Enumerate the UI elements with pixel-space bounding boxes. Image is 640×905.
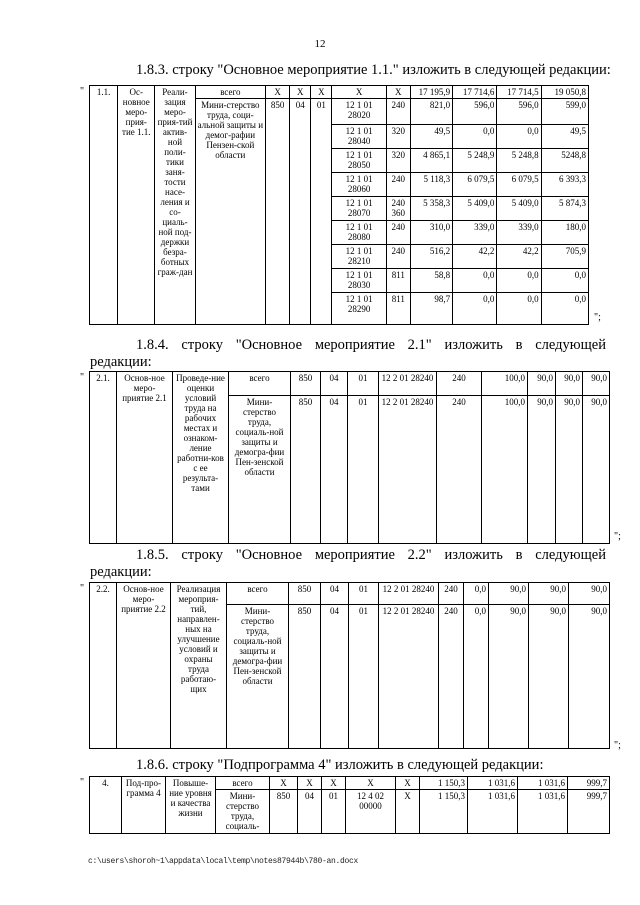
csr-code: 12 1 01 28080 — [332, 221, 386, 245]
code-cell: Х — [290, 86, 311, 99]
quote-close: "; — [614, 740, 621, 751]
value-cell: 4 865,1 — [410, 149, 452, 173]
event-name: Основ-ное меро-приятие 2.1 — [117, 372, 173, 544]
value-cell: 90,0 — [556, 372, 583, 396]
table-event-1-1 — [89, 85, 589, 325]
value-cell: 90,0 — [583, 396, 610, 544]
value-cell: 42,2 — [453, 245, 497, 269]
value-cell: 6 079,5 — [497, 173, 541, 197]
value-cell: 17 714,6 — [453, 86, 497, 99]
value-cell: 5 248,8 — [497, 149, 541, 173]
value-cell: 999,7 — [568, 777, 610, 790]
value-cell: 0,0 — [453, 269, 497, 293]
value-cell: 0,0 — [497, 293, 541, 325]
csr-code: 12 1 01 28070 — [332, 197, 386, 221]
value-cell: 5248,8 — [541, 149, 588, 173]
code-cell: Х — [346, 777, 396, 790]
value-cell: 90,0 — [583, 372, 610, 396]
vr-code: 240 — [386, 173, 410, 197]
value-cell: 821,0 — [410, 99, 452, 125]
value-cell: 705,9 — [541, 245, 588, 269]
executor: Мини-стерство труда, социаль-ной защиты и демогра-фии Пен-зенской области — [227, 605, 289, 749]
section-code: 04 — [321, 605, 349, 749]
subsection-code: 01 — [348, 396, 379, 544]
section-code: 04 — [321, 396, 348, 544]
vr-code: 240 — [386, 245, 410, 269]
value-cell: 1 031,6 — [518, 790, 568, 834]
value-cell: 596,0 — [497, 99, 541, 125]
value-cell: 5 358,3 — [410, 197, 452, 221]
value-cell: 90,0 — [528, 372, 556, 396]
value-cell: 49,5 — [541, 125, 588, 149]
value-cell: 58,8 — [410, 269, 452, 293]
value-cell: 17 195,9 — [410, 86, 452, 99]
table-event-2-2 — [89, 582, 610, 749]
table-event-2-1 — [89, 371, 610, 544]
csr-code: 12 1 01 28210 — [332, 245, 386, 269]
grbs-code: 850 — [289, 605, 321, 749]
value-cell: 596,0 — [453, 99, 497, 125]
grbs-code: 850 — [291, 372, 321, 396]
value-cell: 90,0 — [529, 605, 569, 749]
subsection-code: 01 — [311, 99, 332, 325]
quote-close: "; — [594, 312, 601, 323]
heading-1-8-4: 1.8.4. строку "Основное мероприятие 2.1" изложить в следующей — [136, 337, 606, 353]
quote-open: " — [80, 583, 85, 594]
section-code: 04 — [321, 372, 348, 396]
value-cell: 0,0 — [453, 293, 497, 325]
code-cell: Х — [396, 777, 420, 790]
value-cell: 90,0 — [529, 583, 569, 605]
csr-code: 12 1 01 28050 — [332, 149, 386, 173]
grbs-code: 850 — [266, 99, 290, 325]
vr-code: 320 — [386, 125, 410, 149]
row-number: 2.1. — [90, 372, 117, 544]
vr-code: 811 — [386, 293, 410, 325]
row-number: 1.1. — [90, 86, 118, 325]
csr-code: 12 1 01 28040 — [332, 125, 386, 149]
value-cell: 90,0 — [556, 396, 583, 544]
total-label: всего — [229, 372, 291, 396]
quote-open: " — [80, 372, 85, 383]
event-description: Реализация мероприя-тий, направлен-ных на улучшение условий и охраны труда работаю-щих — [171, 583, 227, 749]
code-cell: Х — [332, 86, 386, 99]
event-name: Ос-новное меро-прия-тие 1.1. — [118, 86, 155, 325]
vr-code: Х — [396, 790, 420, 834]
vr-code: 240 — [386, 99, 410, 125]
value-cell: 100,0 — [482, 372, 528, 396]
csr-code: 12 2 01 28240 — [379, 396, 437, 544]
subprogram-description: Повыше-ние уровня и качества жизни — [166, 777, 216, 834]
vr-code: 240 — [439, 583, 464, 605]
code-cell: Х — [266, 86, 290, 99]
section-code: 04 — [321, 583, 349, 605]
value-cell: 0,0 — [453, 125, 497, 149]
value-cell: 49,5 — [410, 125, 452, 149]
grbs-code: 850 — [291, 396, 321, 544]
subsection-code: 01 — [349, 583, 379, 605]
quote-close: "; — [614, 531, 621, 542]
row-number: 4. — [90, 777, 122, 834]
value-cell: 1 150,3 — [420, 790, 468, 834]
value-cell: 98,7 — [410, 293, 452, 325]
subprogram-name: Под-про-грамма 4 — [122, 777, 166, 834]
value-cell: 5 409,0 — [497, 197, 541, 221]
executor: Мини-стерство труда, социаль-ной защиты и демогра-фии Пен-зенской области — [229, 396, 291, 544]
value-cell: 999,7 — [568, 790, 610, 834]
section-code: 04 — [298, 790, 322, 834]
section-code: 04 — [290, 99, 311, 325]
csr-code: 12 2 01 28240 — [379, 605, 439, 749]
quote-open: " — [80, 777, 85, 788]
vr-code: 240 — [437, 396, 482, 544]
value-cell: 90,0 — [528, 396, 556, 544]
heading-1-8-4-cont: редакции: — [90, 354, 152, 370]
vr-code: 320 — [386, 149, 410, 173]
executor: Мини-стерство труда, соци-альной защиты и демог-рафии Пензен-ской области — [195, 99, 265, 325]
value-cell: 90,0 — [569, 605, 610, 749]
heading-1-8-3: 1.8.3. строку "Основное мероприятие 1.1." изложить в следующей редакции: — [136, 62, 611, 78]
value-cell: 42,2 — [497, 245, 541, 269]
vr-code: 240 360 — [386, 197, 410, 221]
value-cell: 1 031,6 — [468, 790, 518, 834]
csr-code: 12 1 01 28020 — [332, 99, 386, 125]
value-cell: 0,0 — [497, 269, 541, 293]
total-label: всего — [216, 777, 270, 790]
subsection-code: 01 — [348, 372, 379, 396]
vr-code: 240 — [386, 221, 410, 245]
table-subprogram-4 — [89, 776, 610, 834]
vr-code: 240 — [439, 605, 464, 749]
csr-code: 12 2 01 28240 — [379, 583, 439, 605]
code-cell: Х — [322, 777, 346, 790]
value-cell: 5 248,9 — [453, 149, 497, 173]
value-cell: 599,0 — [541, 99, 588, 125]
subsection-code: 01 — [322, 790, 346, 834]
value-cell: 0,0 — [541, 293, 588, 325]
subsection-code: 01 — [349, 605, 379, 749]
value-cell: 5 118,3 — [410, 173, 452, 197]
grbs-code: 850 — [289, 583, 321, 605]
heading-1-8-6: 1.8.6. строку "Подпрограмма 4" изложить в следующей редакции: — [136, 757, 544, 773]
event-description: Реали-зация меро-прия-тий актив-ной поли-тики заня-тости насе-ления и со-циаль-ной под-держки безра-ботных граж-дан — [155, 86, 195, 325]
heading-1-8-5: 1.8.5. строку "Основное мероприятие 2.2" изложить в следующей — [136, 547, 606, 563]
quote-open: " — [80, 86, 85, 97]
value-cell: 1 150,3 — [420, 777, 468, 790]
value-cell: 310,0 — [410, 221, 452, 245]
event-name: Основ-ное меро-приятие 2.2 — [117, 583, 171, 749]
code-cell: Х — [270, 777, 298, 790]
value-cell: 100,0 — [482, 396, 528, 544]
total-label: всего — [195, 86, 265, 99]
row-number: 2.2. — [90, 583, 117, 749]
value-cell: 0,0 — [464, 583, 489, 605]
heading-1-8-5-cont: редакции: — [90, 564, 152, 580]
grbs-code: 850 — [270, 790, 298, 834]
value-cell: 1 031,6 — [468, 777, 518, 790]
value-cell: 6 079,5 — [453, 173, 497, 197]
code-cell: Х — [298, 777, 322, 790]
csr-code: 12 1 01 28030 — [332, 269, 386, 293]
value-cell: 17 714,5 — [497, 86, 541, 99]
value-cell: 0,0 — [464, 605, 489, 749]
value-cell: 5 874,3 — [541, 197, 588, 221]
executor: Мини-стерство труда, социаль- — [216, 790, 270, 834]
value-cell: 1 031,6 — [518, 777, 568, 790]
value-cell: 90,0 — [489, 605, 529, 749]
total-label: всего — [227, 583, 289, 605]
value-cell: 339,0 — [453, 221, 497, 245]
value-cell: 516,2 — [410, 245, 452, 269]
value-cell: 0,0 — [541, 269, 588, 293]
event-description: Проведе-ние оценки условий труда на рабочих местах и ознаком-ление работни-ков с ее результа-тами — [173, 372, 229, 544]
page-number: 12 — [314, 38, 326, 50]
value-cell: 90,0 — [489, 583, 529, 605]
value-cell: 5 409,0 — [453, 197, 497, 221]
value-cell: 0,0 — [497, 125, 541, 149]
code-cell: Х — [386, 86, 410, 99]
vr-code: 240 — [437, 372, 482, 396]
vr-code: 811 — [386, 269, 410, 293]
value-cell: 6 393,3 — [541, 173, 588, 197]
code-cell: Х — [311, 86, 332, 99]
value-cell: 90,0 — [569, 583, 610, 605]
value-cell: 180,0 — [541, 221, 588, 245]
value-cell: 339,0 — [497, 221, 541, 245]
value-cell: 19 050,8 — [541, 86, 588, 99]
file-path-footer: c:\users\shoroh~1\appdata\local\temp\notes87944b\780-an.docx — [88, 857, 359, 866]
csr-code: 12 4 02 00000 — [346, 790, 396, 834]
csr-code: 12 2 01 28240 — [379, 372, 437, 396]
csr-code: 12 1 01 28290 — [332, 293, 386, 325]
csr-code: 12 1 01 28060 — [332, 173, 386, 197]
